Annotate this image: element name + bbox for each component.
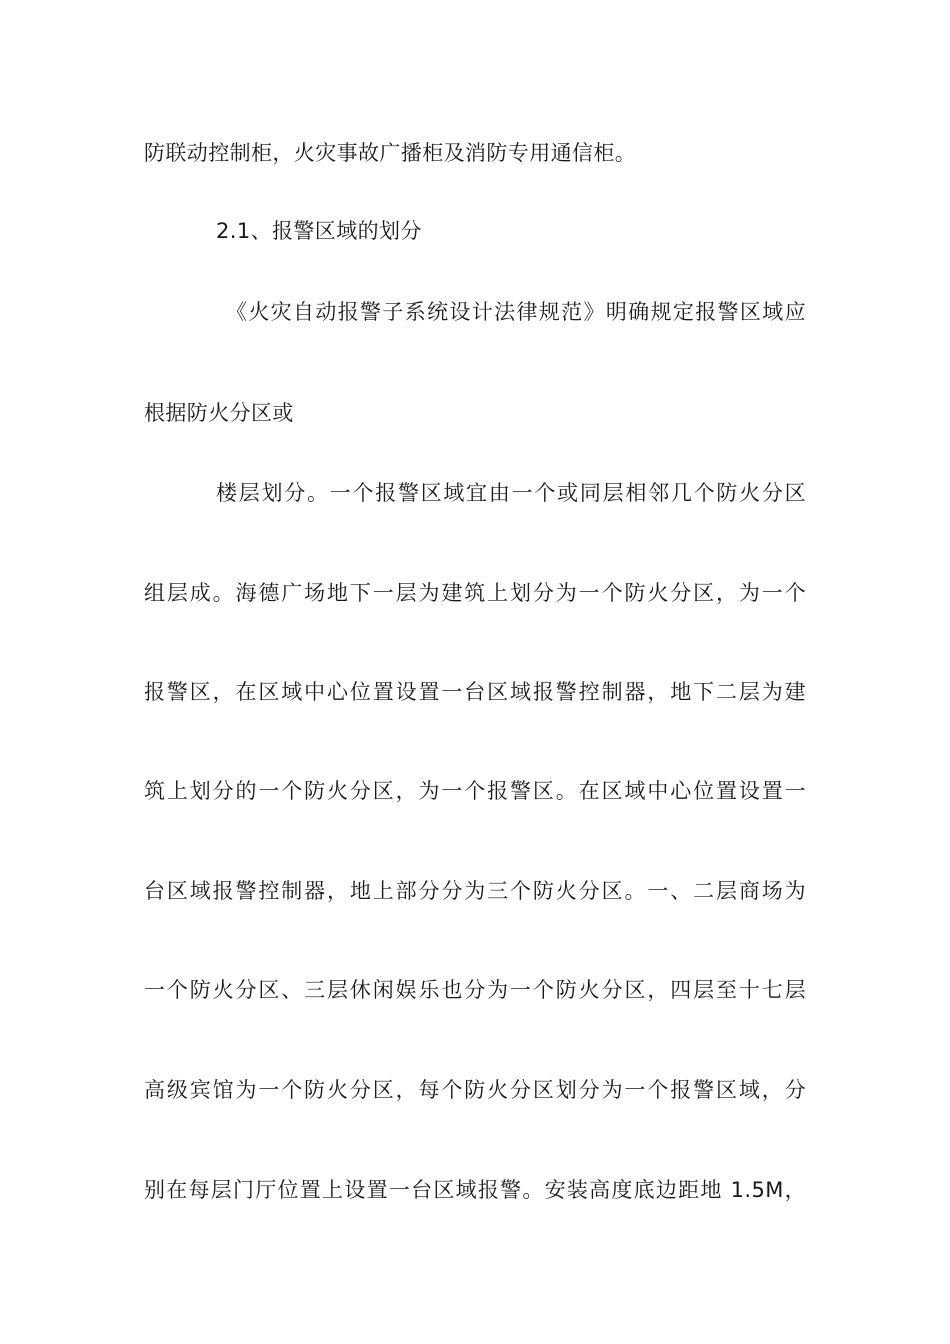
section-heading: 2.1、报警区域的划分 [216, 219, 422, 243]
text-line-11: 高级宾馆为一个防火分区，每个防火分区划分为一个报警区域，分 [144, 1078, 806, 1102]
text-line-1: 防联动控制柜，火灾事故广播柜及消防专用通信柜。 [144, 141, 637, 165]
text-line-10: 一个防火分区、三层休闲娱乐也分为一个防火分区，四层至十七层 [144, 978, 806, 1002]
text-line-6: 组层成。海德广场地下一层为建筑上划分为一个防火分区，为一个 [144, 581, 806, 605]
text-line-9: 台区域报警控制器，地上部分分为三个防火分区。一、二层商场为 [144, 879, 806, 903]
text-line-4: 根据防火分区或 [144, 401, 294, 425]
text-line-7: 报警区，在区域中心位置设置一台区域报警控制器，地下二层为建 [144, 680, 806, 704]
text-line-5: 楼层划分。一个报警区域宜由一个或同层相邻几个防火分区 [216, 481, 806, 505]
text-line-12: 别在每层门厅位置上设置一台区域报警。安装高度底边距地 1.5M， [144, 1178, 806, 1202]
text-line-8: 筑上划分的一个防火分区，为一个报警区。在区域中心位置设置一 [144, 779, 806, 803]
text-line-3: 《火灾自动报警子系统设计法律规范》明确规定报警区域应 [226, 300, 806, 324]
